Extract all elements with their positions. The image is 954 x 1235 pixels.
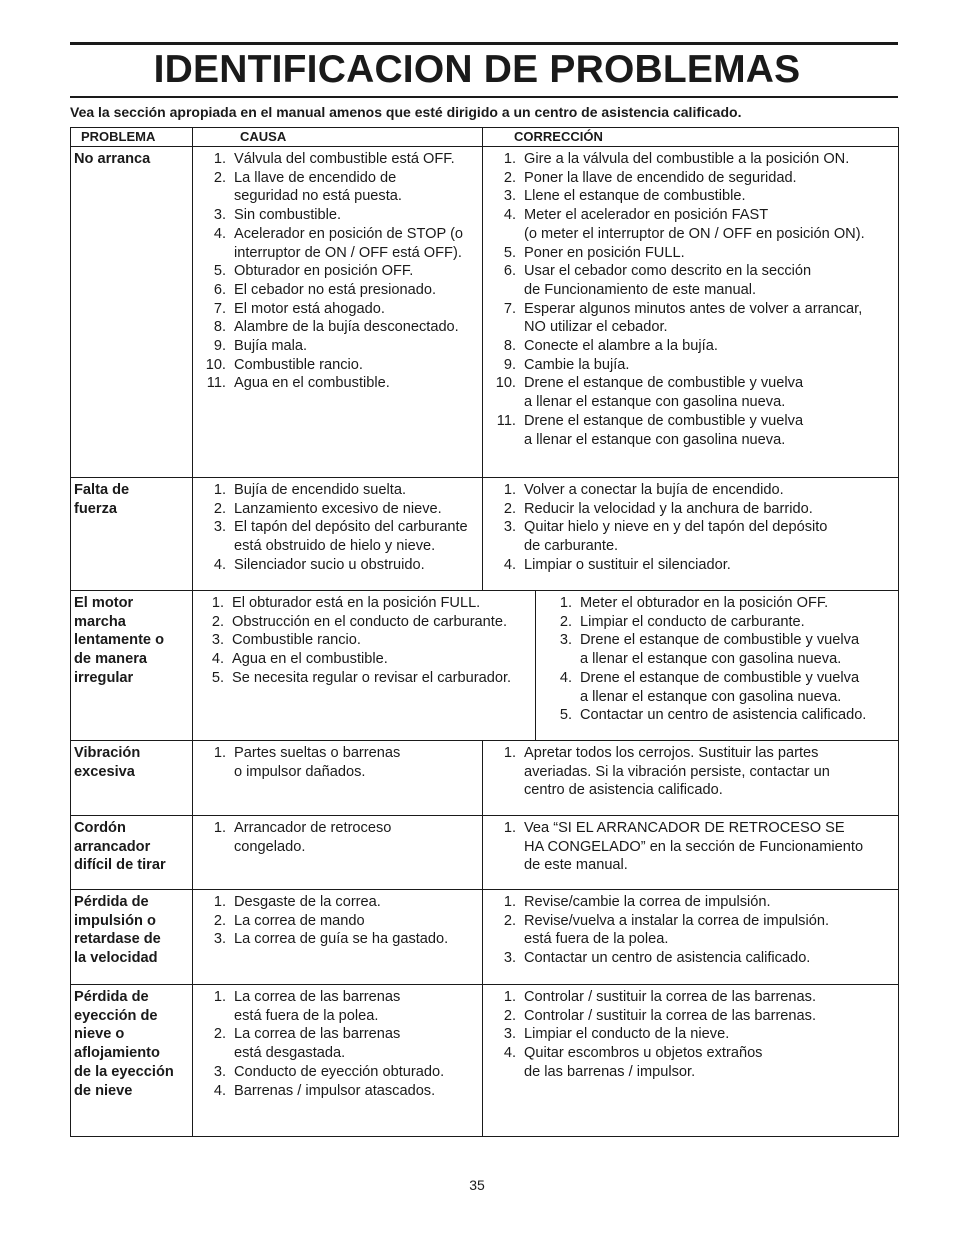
item-text: Barrenas / impulsor atascados. (234, 1082, 436, 1099)
item-text: Conecte el alambre a la bujía. (524, 338, 718, 355)
cause-cell (193, 478, 483, 591)
header-cause: CAUSA (193, 128, 483, 147)
item-text: Controlar / sustituir la correa de las barrenas. (524, 989, 817, 1005)
table-row (71, 147, 899, 478)
item-number: 9. (503, 356, 516, 373)
table-row (71, 816, 899, 890)
item-text: Válvula del combustible está OFF. (234, 151, 455, 167)
list-item (193, 613, 535, 632)
list-item (483, 187, 898, 206)
list-item (483, 556, 898, 575)
cause-correction-cell (193, 591, 899, 741)
item-number: 3. (213, 207, 226, 224)
item-number: 5. (211, 669, 224, 686)
item-number: 4. (559, 669, 572, 686)
correction-cell (483, 147, 899, 478)
item-text: La correa de las barrenas está desgastada. (234, 1026, 401, 1062)
item-number: 9. (213, 338, 226, 355)
cause-list (193, 591, 536, 740)
table-row (71, 985, 899, 1137)
list-item (193, 262, 482, 281)
item-text: Llene el estanque de combustible. (524, 188, 746, 205)
list-item (193, 1082, 482, 1101)
item-number: 3. (503, 188, 516, 205)
problem-label: Pérdida de impulsión o retardase de la velocidad (74, 894, 161, 967)
item-text: Combustible rancio. (234, 356, 363, 373)
table-row (71, 591, 899, 741)
item-number: 1. (503, 151, 516, 167)
list-item (193, 337, 482, 356)
item-number: 1. (213, 894, 226, 910)
item-number: 4. (211, 651, 224, 668)
page-number: 35 (469, 1177, 485, 1193)
problem-cell (71, 985, 193, 1137)
header-correction: CORRECCIÓN (483, 128, 899, 147)
item-text: El obturador está en la posición FULL. (232, 595, 481, 611)
problem-cell (71, 890, 193, 985)
item-number: 1. (503, 820, 516, 836)
item-number: 2. (503, 1007, 516, 1024)
list-item (483, 244, 898, 263)
item-text: La correa de mando (234, 912, 365, 929)
list-item (483, 481, 898, 500)
item-text: Bujía mala. (234, 338, 308, 355)
table-body (71, 147, 899, 1137)
list-item (193, 206, 482, 225)
item-number: 5. (503, 244, 516, 261)
item-text: Limpiar el conducto de carburante. (580, 613, 805, 630)
problem-label: Vibración excesiva (74, 745, 141, 780)
item-number: 11. (496, 412, 516, 429)
correction-cell (483, 985, 899, 1137)
item-number: 4. (503, 207, 516, 224)
list-item (193, 374, 482, 393)
item-text: Revise/cambie la correa de impulsión. (524, 894, 771, 910)
item-number: 1. (503, 745, 516, 761)
list-item (193, 281, 482, 300)
list-item (193, 631, 535, 650)
item-number: 4. (213, 1082, 226, 1099)
cause-cell (193, 741, 483, 816)
item-number: 7. (213, 300, 226, 317)
item-number: 10. (205, 356, 226, 373)
list-item (483, 744, 898, 800)
list-item (193, 318, 482, 337)
item-number: 2. (503, 500, 516, 517)
item-text: Acelerador en posición de STOP (o interruptor de ON / OFF está OFF). (234, 225, 464, 261)
item-number: 10. (495, 375, 516, 392)
list-item (483, 518, 898, 555)
item-number: 4. (213, 556, 226, 573)
table-header-row (71, 128, 899, 147)
correction-cell (483, 741, 899, 816)
list-item (193, 669, 535, 688)
item-text: Obstrucción en el conducto de carburante. (232, 613, 508, 630)
item-text: Esperar algunos minutos antes de volver a arrancar, NO utilizar el cebador. (524, 300, 863, 336)
item-number: 4. (503, 1045, 516, 1062)
item-number: 6. (503, 263, 516, 280)
item-number: 3. (503, 950, 516, 967)
list-item (193, 912, 482, 931)
list-item (193, 556, 482, 575)
list-item (193, 300, 482, 319)
item-number: 1. (213, 989, 226, 1005)
list-item (193, 1025, 482, 1062)
cause-cell (193, 816, 483, 890)
item-text: Contactar un centro de asistencia calificado. (580, 707, 867, 724)
item-text: Limpiar o sustituir el silenciador. (524, 556, 731, 573)
item-text: Drene el estanque de combustible y vuelva a llenar el estanque con gasolina nueva. (524, 375, 804, 411)
item-text: La correa de las barrenas está fuera de la polea. (234, 989, 401, 1024)
item-number: 1. (213, 151, 226, 167)
list-item (483, 300, 898, 337)
correction-cell (483, 890, 899, 985)
item-text: El motor está ahogado. (234, 300, 385, 317)
item-text: Sin combustible. (234, 207, 342, 224)
item-text: Alambre de la bujía desconectado. (234, 319, 459, 336)
item-number: 1. (559, 595, 572, 611)
item-text: Volver a conectar la bujía de encendido. (524, 482, 784, 498)
item-text: Drene el estanque de combustible y vuelva a llenar el estanque con gasolina nueva. (524, 412, 804, 448)
item-text: Vea “SI EL ARRANCADOR DE RETROCESO SE HA CONGELADO” en la sección de Funcionamiento de este manual. (524, 820, 864, 874)
list-item (483, 912, 898, 949)
item-text: Usar el cebador como descrito en la sección de Funcionamiento de este manual. (524, 263, 812, 298)
item-text: Drene el estanque de combustible y vuelva a llenar el estanque con gasolina nueva. (580, 669, 860, 705)
list-item (483, 150, 898, 169)
header-problem: PROBLEMA (71, 128, 193, 147)
list-item (483, 262, 898, 299)
cause-cell (193, 985, 483, 1137)
item-number: 1. (503, 894, 516, 910)
problem-label: Pérdida de eyección de nieve o aflojamiento de la eyección de nieve (74, 989, 174, 1099)
list-item (193, 930, 482, 949)
item-number: 2. (559, 613, 572, 630)
item-text: Reducir la velocidad y la anchura de barrido. (524, 500, 813, 517)
item-number: 2. (213, 500, 226, 517)
item-text: Poner la llave de encendido de seguridad. (524, 169, 797, 186)
item-number: 8. (503, 338, 516, 355)
item-text: Obturador en posición OFF. (234, 263, 414, 280)
list-item (193, 225, 482, 262)
list-item (193, 1063, 482, 1082)
item-text: Silenciador sucio u obstruido. (234, 556, 425, 573)
item-text: El cebador no está presionado. (234, 281, 437, 298)
troubleshooting-table (70, 127, 899, 1137)
list-item (483, 949, 898, 968)
item-text: Drene el estanque de combustible y vuelva a llenar el estanque con gasolina nueva. (580, 632, 860, 668)
item-number: 3. (213, 519, 226, 536)
problem-cell (71, 741, 193, 816)
item-text: Meter el acelerador en posición FAST (o meter el interruptor de ON / OFF en posición ON). (524, 207, 865, 242)
list-item (193, 744, 482, 781)
item-number: 5. (213, 263, 226, 280)
item-text: La correa de guía se ha gastado. (234, 931, 449, 948)
list-item (483, 988, 898, 1007)
item-text: Partes sueltas o barrenas o impulsor dañados. (234, 745, 401, 780)
item-number: 1. (213, 745, 226, 761)
item-number: 3. (503, 519, 516, 536)
list-item (483, 337, 898, 356)
item-text: Poner en posición FULL. (524, 244, 685, 261)
item-text: Apretar todos los cerrojos. Sustituir las partes averiadas. Si la vibración persiste, contactar un centro de asistencia calificado. (524, 745, 830, 799)
problem-label: No arranca (74, 151, 151, 167)
item-text: Desgaste de la correa. (234, 894, 381, 910)
item-text: Lanzamiento excesivo de nieve. (234, 500, 442, 517)
item-text: Bujía de encendido suelta. (234, 482, 407, 498)
list-item (193, 169, 482, 206)
item-number: 3. (559, 632, 572, 649)
item-number: 7. (503, 300, 516, 317)
item-text: Quitar escombros u objetos extraños de las barrenas / impulsor. (524, 1045, 763, 1080)
cause-cell (193, 147, 483, 478)
intro-text: Vea la sección apropiada en el manual amenos que esté dirigido a un centro de asistencia calificado. (70, 104, 742, 120)
item-number: 4. (213, 225, 226, 242)
problem-label: Cordón arrancador difícil de tirar (74, 820, 166, 874)
problem-cell (71, 147, 193, 478)
item-number: 2. (503, 912, 516, 929)
list-item (483, 412, 898, 449)
item-number: 3. (503, 1026, 516, 1043)
item-number: 2. (213, 169, 226, 186)
problem-label: Falta de fuerza (74, 482, 130, 517)
list-item (536, 669, 898, 706)
table-row (71, 741, 899, 816)
item-number: 2. (503, 169, 516, 186)
list-item (483, 893, 898, 912)
list-item (483, 1044, 898, 1081)
list-item (193, 500, 482, 519)
item-number: 3. (213, 931, 226, 948)
list-item (193, 650, 535, 669)
item-number: 1. (211, 595, 224, 611)
list-item (536, 706, 898, 725)
item-text: Conducto de eyección obturado. (234, 1063, 445, 1080)
page-title: IDENTIFICACION DE PROBLEMAS (153, 48, 801, 91)
item-number: 1. (213, 820, 226, 836)
item-text: Cambie la bujía. (524, 356, 630, 373)
item-text: Arrancador de retroceso congelado. (234, 820, 392, 855)
list-item (483, 1007, 898, 1026)
item-text: Se necesita regular o revisar el carburador. (232, 669, 512, 686)
table-row (71, 478, 899, 591)
list-item (483, 374, 898, 411)
list-item (536, 594, 898, 613)
cause-cell (193, 890, 483, 985)
list-item (193, 594, 535, 613)
list-item (193, 150, 482, 169)
item-number: 1. (503, 989, 516, 1005)
correction-list (536, 591, 898, 740)
table-row (71, 890, 899, 985)
item-text: Contactar un centro de asistencia calificado. (524, 950, 811, 967)
list-item (193, 518, 482, 555)
list-item (193, 481, 482, 500)
item-number: 2. (213, 1026, 226, 1043)
correction-cell (483, 478, 899, 591)
item-text: Combustible rancio. (232, 632, 361, 649)
item-text: Controlar / sustituir la correa de las barrenas. (524, 1007, 817, 1024)
item-number: 2. (211, 613, 224, 630)
problem-cell (71, 591, 193, 741)
list-item (483, 206, 898, 243)
list-item (193, 819, 482, 856)
item-text: Agua en el combustible. (234, 375, 390, 392)
list-item (483, 356, 898, 375)
list-item (483, 500, 898, 519)
list-item (483, 819, 898, 875)
title-rule-bottom (70, 96, 898, 98)
item-number: 3. (213, 1063, 226, 1080)
item-number: 4. (503, 556, 516, 573)
item-number: 11. (206, 375, 226, 392)
item-text: Revise/vuelva a instalar la correa de impulsión. está fuera de la polea. (524, 912, 829, 948)
item-text: La llave de encendido de seguridad no está puesta. (234, 169, 402, 205)
item-text: Limpiar el conducto de la nieve. (524, 1026, 730, 1043)
list-item (193, 988, 482, 1025)
item-number: 2. (213, 912, 226, 929)
item-text: Gire a la válvula del combustible a la posición ON. (524, 151, 850, 167)
item-text: Meter el obturador en la posición OFF. (580, 595, 829, 611)
item-number: 6. (213, 281, 226, 298)
correction-cell (483, 816, 899, 890)
item-number: 1. (213, 482, 226, 498)
problem-label: El motor marcha lentamente o de manera irregular (74, 595, 165, 686)
item-text: Quitar hielo y nieve en y del tapón del depósito de carburante. (524, 519, 828, 555)
list-item (193, 893, 482, 912)
item-number: 5. (559, 707, 572, 724)
list-item (483, 1025, 898, 1044)
item-text: El tapón del depósito del carburante está obstruido de hielo y nieve. (234, 519, 468, 555)
problem-cell (71, 478, 193, 591)
list-item (193, 356, 482, 375)
item-number: 3. (211, 632, 224, 649)
list-item (536, 613, 898, 632)
list-item (483, 169, 898, 188)
item-text: Agua en el combustible. (232, 651, 388, 668)
list-item (536, 631, 898, 668)
item-number: 8. (213, 319, 226, 336)
item-number: 1. (503, 482, 516, 498)
problem-cell (71, 816, 193, 890)
